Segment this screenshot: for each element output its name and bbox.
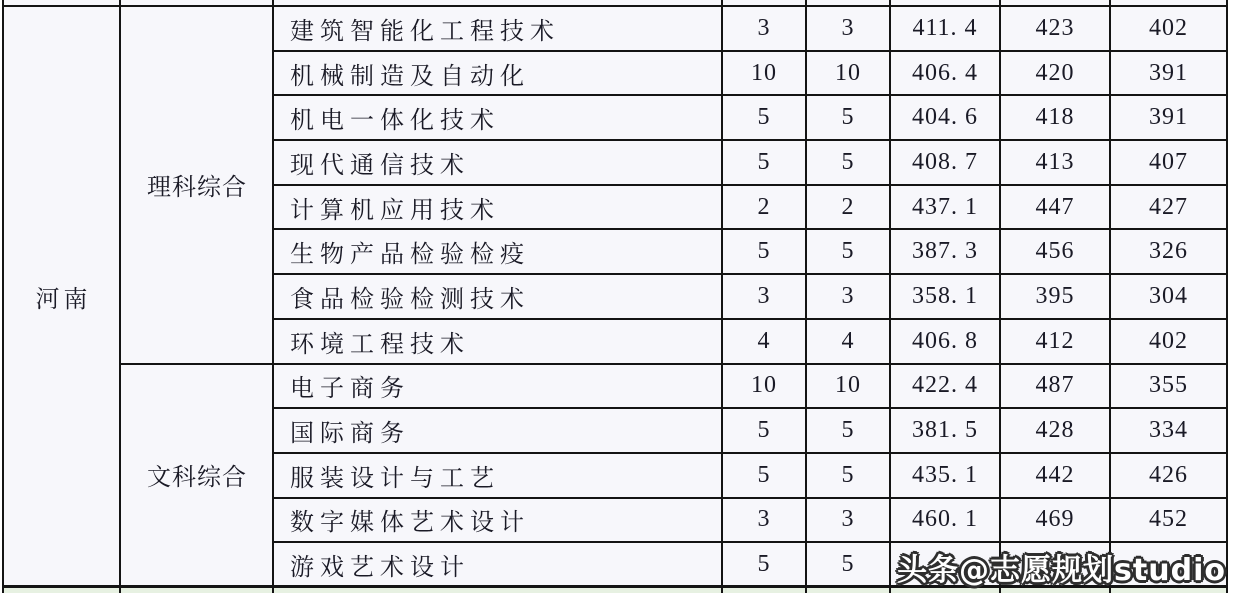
- plan-count-cell: 5: [722, 453, 806, 498]
- plan-count-cell: 10: [722, 51, 806, 96]
- province-cell: 河南: [3, 6, 120, 587]
- avg-score-cell: 381. 5: [890, 408, 1000, 453]
- plan-count-cell: 5: [722, 408, 806, 453]
- min-score-cell: 402: [1110, 319, 1227, 364]
- admitted-count-cell: 5: [806, 229, 890, 274]
- avg-score-cell: 406. 4: [890, 51, 1000, 96]
- partial-next-row-cell: [806, 587, 890, 593]
- major-cell: 建筑智能化工程技术: [273, 6, 722, 51]
- avg-score-cell: 358. 1: [890, 274, 1000, 319]
- major-cell: 游戏艺术设计: [273, 542, 722, 587]
- max-score-cell: 418: [1000, 95, 1110, 140]
- major-cell: 机械制造及自动化: [273, 51, 722, 96]
- watermark: 头条@志愿规划studio: [897, 553, 1226, 588]
- max-score-cell: 469: [1000, 498, 1110, 543]
- major-cell: 环境工程技术: [273, 319, 722, 364]
- avg-score-cell: 411. 4: [890, 6, 1000, 51]
- major-cell: 数字媒体艺术设计: [273, 498, 722, 543]
- major-cell: 电子商务: [273, 364, 722, 409]
- admitted-count-cell: 3: [806, 6, 890, 51]
- table-row: [3, 6, 1227, 51]
- plan-count-cell: 5: [722, 140, 806, 185]
- max-score-cell: 412: [1000, 319, 1110, 364]
- partial-next-row-cell: [722, 587, 806, 593]
- min-score-cell: 391: [1110, 51, 1227, 96]
- max-score-cell: 413: [1000, 140, 1110, 185]
- major-cell: 机电一体化技术: [273, 95, 722, 140]
- major-cell: 现代通信技术: [273, 140, 722, 185]
- plan-count-cell: 2: [722, 185, 806, 230]
- min-score-cell: 452: [1110, 498, 1227, 543]
- avg-score-cell: 406. 8: [890, 319, 1000, 364]
- max-score-cell: 428: [1000, 408, 1110, 453]
- plan-count-cell: 3: [722, 274, 806, 319]
- plan-count-cell: 3: [722, 498, 806, 543]
- avg-score-cell: 387. 3: [890, 229, 1000, 274]
- avg-score-cell: 437. 1: [890, 185, 1000, 230]
- max-score-cell: 395: [1000, 274, 1110, 319]
- plan-count-cell: 3: [722, 6, 806, 51]
- admitted-count-cell: 5: [806, 140, 890, 185]
- plan-count-cell: 5: [722, 229, 806, 274]
- major-cell: 生物产品检验检疫: [273, 229, 722, 274]
- min-score-cell: 391: [1110, 95, 1227, 140]
- max-score-cell: 442: [1000, 453, 1110, 498]
- admitted-count-cell: 5: [806, 542, 890, 587]
- partial-next-row-cell: [3, 587, 120, 593]
- min-score-cell: 334: [1110, 408, 1227, 453]
- avg-score-cell: 404. 6: [890, 95, 1000, 140]
- partial-next-row-cell: [120, 587, 273, 593]
- max-score-cell: 420: [1000, 51, 1110, 96]
- major-cell: 国际商务: [273, 408, 722, 453]
- avg-score-cell: 460. 1: [890, 498, 1000, 543]
- min-score-cell: 326: [1110, 229, 1227, 274]
- admitted-count-cell: 3: [806, 498, 890, 543]
- admitted-count-cell: 3: [806, 274, 890, 319]
- category-cell: 文科综合: [120, 364, 273, 587]
- admitted-count-cell: 5: [806, 453, 890, 498]
- plan-count-cell: 5: [722, 95, 806, 140]
- partial-next-row-cell: [273, 587, 722, 593]
- max-score-cell: 447: [1000, 185, 1110, 230]
- table-row: [3, 364, 1227, 409]
- admitted-count-cell: 4: [806, 319, 890, 364]
- max-score-cell: 423: [1000, 6, 1110, 51]
- plan-count-cell: 10: [722, 364, 806, 409]
- min-score-cell: 407: [1110, 140, 1227, 185]
- category-cell: 理科综合: [120, 6, 273, 364]
- avg-score-cell: 422. 4: [890, 364, 1000, 409]
- admitted-count-cell: 10: [806, 364, 890, 409]
- admitted-count-cell: 5: [806, 408, 890, 453]
- min-score-cell: 426: [1110, 453, 1227, 498]
- min-score-cell: 402: [1110, 6, 1227, 51]
- max-score-cell: 456: [1000, 229, 1110, 274]
- major-cell: 食品检验检测技术: [273, 274, 722, 319]
- min-score-cell: 427: [1110, 185, 1227, 230]
- admission-scores-table: [2, 0, 1228, 593]
- max-score-cell: 487: [1000, 364, 1110, 409]
- major-cell: 计算机应用技术: [273, 185, 722, 230]
- admitted-count-cell: 5: [806, 95, 890, 140]
- min-score-cell: 355: [1110, 364, 1227, 409]
- avg-score-cell: 408. 7: [890, 140, 1000, 185]
- min-score-cell: 304: [1110, 274, 1227, 319]
- admitted-count-cell: 2: [806, 185, 890, 230]
- plan-count-cell: 5: [722, 542, 806, 587]
- major-cell: 服装设计与工艺: [273, 453, 722, 498]
- plan-count-cell: 4: [722, 319, 806, 364]
- avg-score-cell: 435. 1: [890, 453, 1000, 498]
- admitted-count-cell: 10: [806, 51, 890, 96]
